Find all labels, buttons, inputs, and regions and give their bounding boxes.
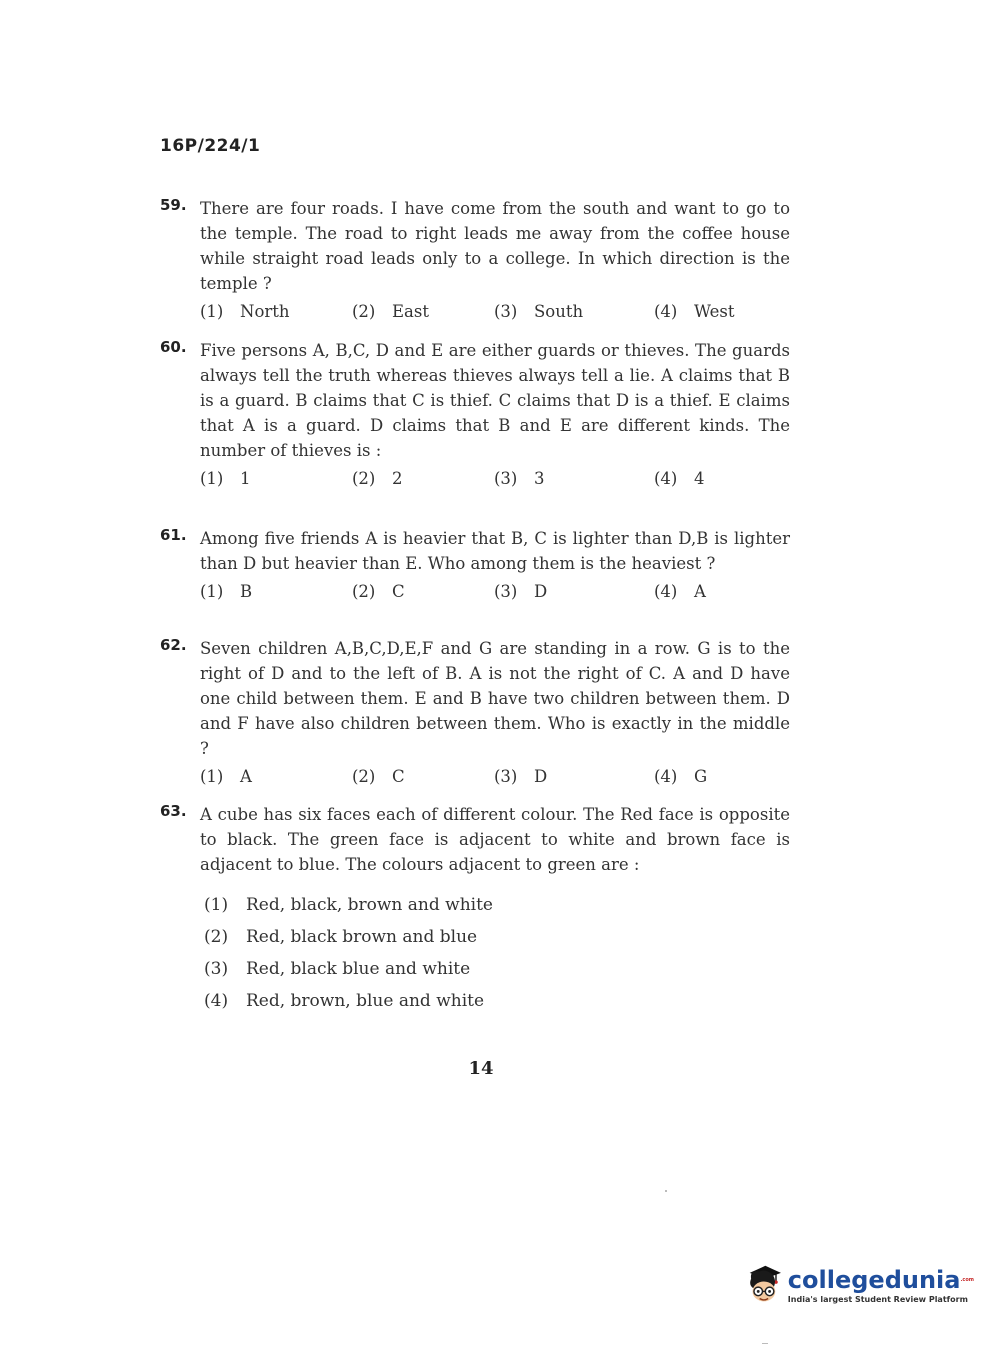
option-label: D [534, 767, 548, 786]
options [200, 582, 790, 601]
option-label: B [240, 582, 253, 601]
options [200, 469, 790, 488]
option-3 [494, 469, 654, 488]
option-number: (1) [200, 302, 224, 321]
options [204, 889, 790, 1017]
option-label: 3 [534, 469, 545, 488]
option-number: (4) [654, 302, 678, 321]
option-1 [204, 889, 790, 921]
option-label: Red, black blue and white [246, 959, 471, 979]
option-label: G [694, 767, 708, 786]
paper-code: 16P/224/1 [160, 136, 261, 156]
option-number: (2) [204, 927, 229, 947]
option-3 [494, 582, 654, 601]
option-number: (3) [204, 959, 229, 979]
option-label: 1 [240, 469, 251, 488]
option-label: Red, brown, blue and white [246, 991, 485, 1011]
question-text: There are four roads. I have come from the south and want to go to the temple. The road to right leads me away from the coffee house while straight road leads only to a college. In which direction is the temple ? [200, 199, 790, 293]
option-number: (4) [654, 582, 678, 601]
option-number: (3) [494, 302, 518, 321]
question-text: Among five friends A is heavier that B, C is lighter than D,B is lighter than D but heavier than E. Who among them is the heaviest ? [200, 529, 790, 573]
option-number: (4) [204, 991, 229, 1011]
option-2 [352, 582, 494, 601]
option-number: (1) [200, 767, 224, 786]
option-label: C [392, 582, 405, 601]
option-3 [204, 953, 790, 985]
option-label: A [694, 582, 706, 601]
option-label: C [392, 767, 405, 786]
collegedunia-logo [744, 1250, 974, 1320]
option-label: A [240, 767, 252, 786]
option-label: 4 [694, 469, 705, 488]
logo-tagline: India's largest Student Review Platform [787, 1294, 968, 1304]
option-number: (1) [200, 469, 224, 488]
option-label: Red, black brown and blue [246, 927, 478, 947]
option-number: (1) [204, 895, 229, 915]
question-text: Seven children A,B,C,D,E,F and G are standing in a row. G is to the right of D and to the left of B. A is not the right of C. A and D have one child between them. E and B have two children between them. D and F have also children between them. Who is exactly in the middle ? [200, 639, 790, 758]
option-label: D [534, 582, 548, 601]
option-2 [352, 302, 494, 321]
option-4 [654, 469, 705, 488]
option-2 [352, 767, 494, 786]
question-62 [160, 636, 790, 786]
option-1 [200, 302, 352, 321]
logo-brand-suffix: .com [960, 1276, 974, 1283]
options [200, 767, 790, 786]
option-4 [204, 985, 790, 1017]
option-label: North [240, 302, 290, 321]
option-number: (2) [352, 767, 376, 786]
option-number: (4) [654, 767, 678, 786]
logo-brand [788, 1267, 974, 1293]
option-3 [494, 302, 654, 321]
option-number: (3) [494, 767, 518, 786]
question-63 [160, 802, 790, 1017]
logo-brand-name: collegedunia [787, 1265, 961, 1294]
question-number: 63. [160, 802, 187, 820]
option-number: (4) [654, 469, 678, 488]
option-1 [200, 767, 352, 786]
question-number: 59. [160, 196, 187, 214]
option-number: (3) [494, 582, 518, 601]
question-61 [160, 526, 790, 601]
options [200, 302, 790, 321]
option-label: East [392, 302, 429, 321]
question-59 [160, 196, 790, 321]
scan-speck [665, 1190, 667, 1192]
question-number: 62. [160, 636, 187, 654]
option-4 [654, 302, 734, 321]
option-label: South [534, 302, 584, 321]
option-number: (1) [200, 582, 224, 601]
option-1 [200, 582, 352, 601]
option-number: (2) [352, 469, 376, 488]
question-text: Five persons A, B,C, D and E are either guards or thieves. The guards always tell the truth whereas thieves always tell a lie. A claims that B is a guard. B claims that C is thief. C claims that D is a thief. E claims that A is a guard. D claims that B and E are different kinds. The number of thieves is : [200, 341, 790, 460]
option-2 [352, 469, 494, 488]
question-number: 61. [160, 526, 187, 544]
option-1 [200, 469, 352, 488]
option-label: 2 [392, 469, 403, 488]
logo-text [788, 1267, 974, 1304]
option-label: West [694, 302, 735, 321]
option-number: (2) [352, 302, 376, 321]
question-60 [160, 338, 790, 488]
option-number: (3) [494, 469, 518, 488]
option-4 [654, 767, 707, 786]
question-text: A cube has six faces each of different colour. The Red face is opposite to black. The green face is adjacent to white and brown face is adjacent to blue. The colours adjacent to green are : [200, 805, 790, 874]
page-number: 14 [468, 1058, 494, 1079]
scan-speck [762, 1343, 768, 1344]
mascot-icon [744, 1254, 784, 1316]
option-3 [494, 767, 654, 786]
option-number: (2) [352, 582, 376, 601]
question-number: 60. [160, 338, 187, 356]
option-4 [654, 582, 706, 601]
option-label: Red, black, brown and white [246, 895, 493, 915]
option-2 [204, 921, 790, 953]
